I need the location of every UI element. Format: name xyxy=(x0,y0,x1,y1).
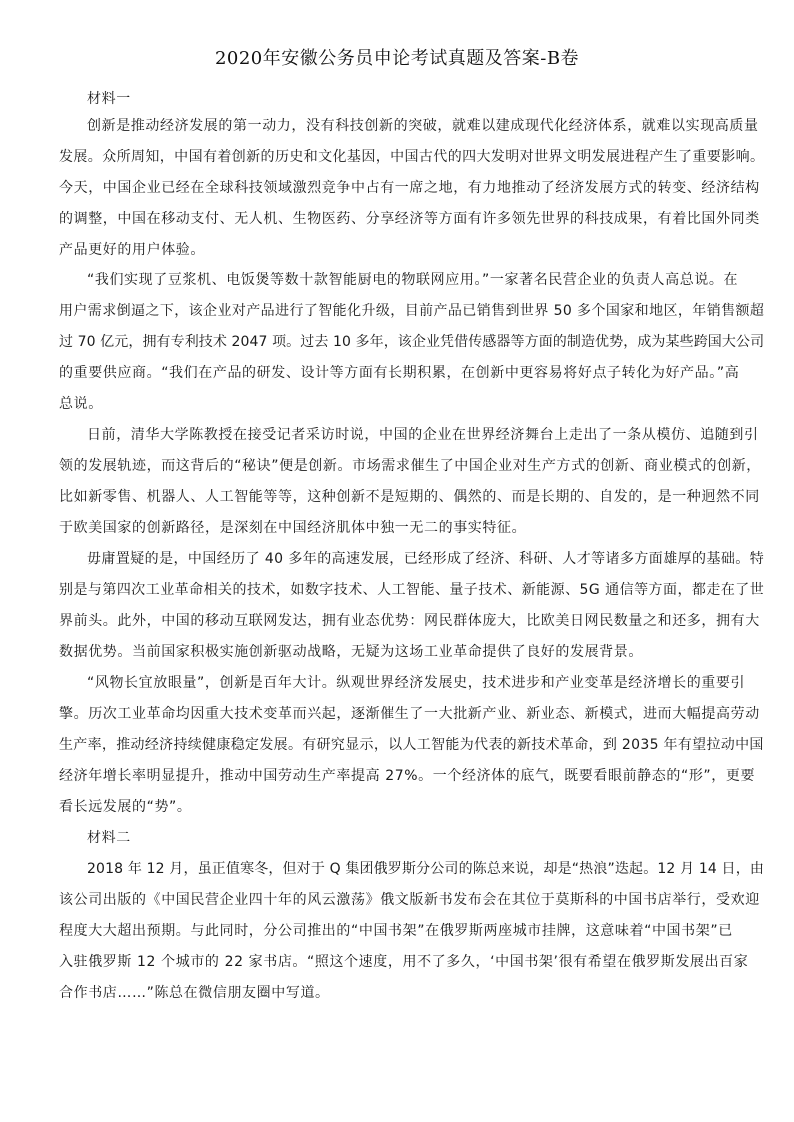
paragraph-line: 擎。历次工业革命均因重大技术变革而兴起，逐渐催生了一大批新产业、新业态、新模式，进而大幅提高劳动 xyxy=(59,706,760,722)
paragraph-line: 入驻俄罗斯 12 个城市的 22 家书店。“照这个速度，用不了多久，‘中国书架’很有希望在俄罗斯发展出百家 xyxy=(59,954,749,970)
paragraph-line: 总说。 xyxy=(59,396,103,412)
document-title: 2020年安徽公务员申论考试真题及答案-B卷 xyxy=(214,48,580,69)
section-heading: 材料一 xyxy=(87,91,131,107)
paragraph-line: 数据优势。当前国家积极实施创新驱动战略，无疑为这场工业革命提供了良好的发展背景。 xyxy=(59,644,643,660)
paragraph-line: 日前，清华大学陈教授在接受记者采访时说，中国的企业在世界经济舞台上走出了一条从模仿、追随到引 xyxy=(87,427,759,443)
paragraph-line: 合作书店……”陈总在微信朋友圈中写道。 xyxy=(59,985,330,1001)
paragraph-line: 用户需求倒逼之下，该企业对产品进行了智能化升级，目前产品已销售到世界 50 多个国家和地区，年销售额超 xyxy=(59,303,765,319)
paragraph-line: 2018 年 12 月，虽正值寒冬，但对于 Q 集团俄罗斯分公司的陈总来说，却是“热浪”迭起。12 月 14 日，由 xyxy=(87,861,764,877)
paragraph-line: 创新是推动经济发展的第一动力，没有科技创新的突破，就难以建成现代化经济体系，就难以实现高质量 xyxy=(87,118,759,134)
paragraph-line: 产品更好的用户体验。 xyxy=(59,242,205,258)
paragraph-line: 过 70 亿元，拥有专利技术 2047 项。过去 10 多年，该企业凭借传感器等方面的制造优势，成为某些跨国大公司 xyxy=(59,334,765,350)
paragraph-line: 的重要供应商。“我们在产品的研发、设计等方面有长期积累，在创新中更容易将好点子转化为好产品。”高 xyxy=(59,365,740,381)
paragraph-line: 界前头。此外，中国的移动互联网发达，拥有业态优势：网民群体庞大，比欧美日网民数量之和还多，拥有大 xyxy=(59,613,760,629)
paragraph-line: 领的发展轨迹，而这背后的“秘诀”便是创新。市场需求催生了中国企业对生产方式的创新、商业模式的创新， xyxy=(59,458,761,474)
paragraph-line: 比如新零售、机器人、人工智能等等，这种创新不是短期的、偶然的、而是长期的、自发的，是一种迥然不同 xyxy=(59,489,760,505)
paragraph-line: “风物长宜放眼量”，创新是百年大计。纵观世界经济发展史，技术进步和产业变革是经济增长的重要引 xyxy=(87,675,746,691)
paragraph-line: 毋庸置疑的是，中国经历了 40 多年的高速发展，已经形成了经济、科研、人才等诸多方面雄厚的基础。特 xyxy=(87,551,765,567)
paragraph-line: 看长远发展的“势”。 xyxy=(59,799,192,815)
paragraph-line: 今天，中国企业已经在全球科技领域激烈竞争中占有一席之地，有力地推动了经济发展方式的转变、经济结构 xyxy=(59,180,760,196)
paragraph-line: 别是与第四次工业革命相关的技术，如数字技术、人工智能、量子技术、新能源、5G 通信等方面，都走在了世 xyxy=(59,582,765,598)
paragraph-line: “我们实现了豆浆机、电饭煲等数十款智能厨电的物联网应用。”一家著名民营企业的负责人高总说。在 xyxy=(87,272,739,288)
paragraph-line: 的调整，中国在移动支付、无人机、生物医药、分享经济等方面有许多领先世界的科技成果，有着比国外同类 xyxy=(59,211,760,227)
paragraph-line: 该公司出版的《中国民营企业四十年的风云激荡》俄文版新书发布会在其位于莫斯科的中国书店举行，受欢迎 xyxy=(59,892,760,908)
section-heading: 材料二 xyxy=(87,830,131,846)
paragraph-line: 经济年增长率明显提升，推动中国劳动生产率提高 27%。一个经济体的底气，既要看眼前静态的“形”，更要 xyxy=(59,768,756,784)
paragraph-line: 发展。众所周知，中国有着创新的历史和文化基因，中国古代的四大发明对世界文明发展进程产生了重要影响。 xyxy=(59,149,765,165)
paragraph-line: 生产率，推动经济持续健康稳定发展。有研究显示，以人工智能为代表的新技术革命，到 2035 年有望拉动中国 xyxy=(59,737,764,753)
paragraph-line: 于欧美国家的创新路径，是深刻在中国经济肌体中独一无二的事实特征。 xyxy=(59,520,527,536)
paragraph-line: 程度大大超出预期。与此同时，分公司推出的“中国书架”在俄罗斯两座城市挂牌，这意味着“中国书架”已 xyxy=(59,923,733,939)
